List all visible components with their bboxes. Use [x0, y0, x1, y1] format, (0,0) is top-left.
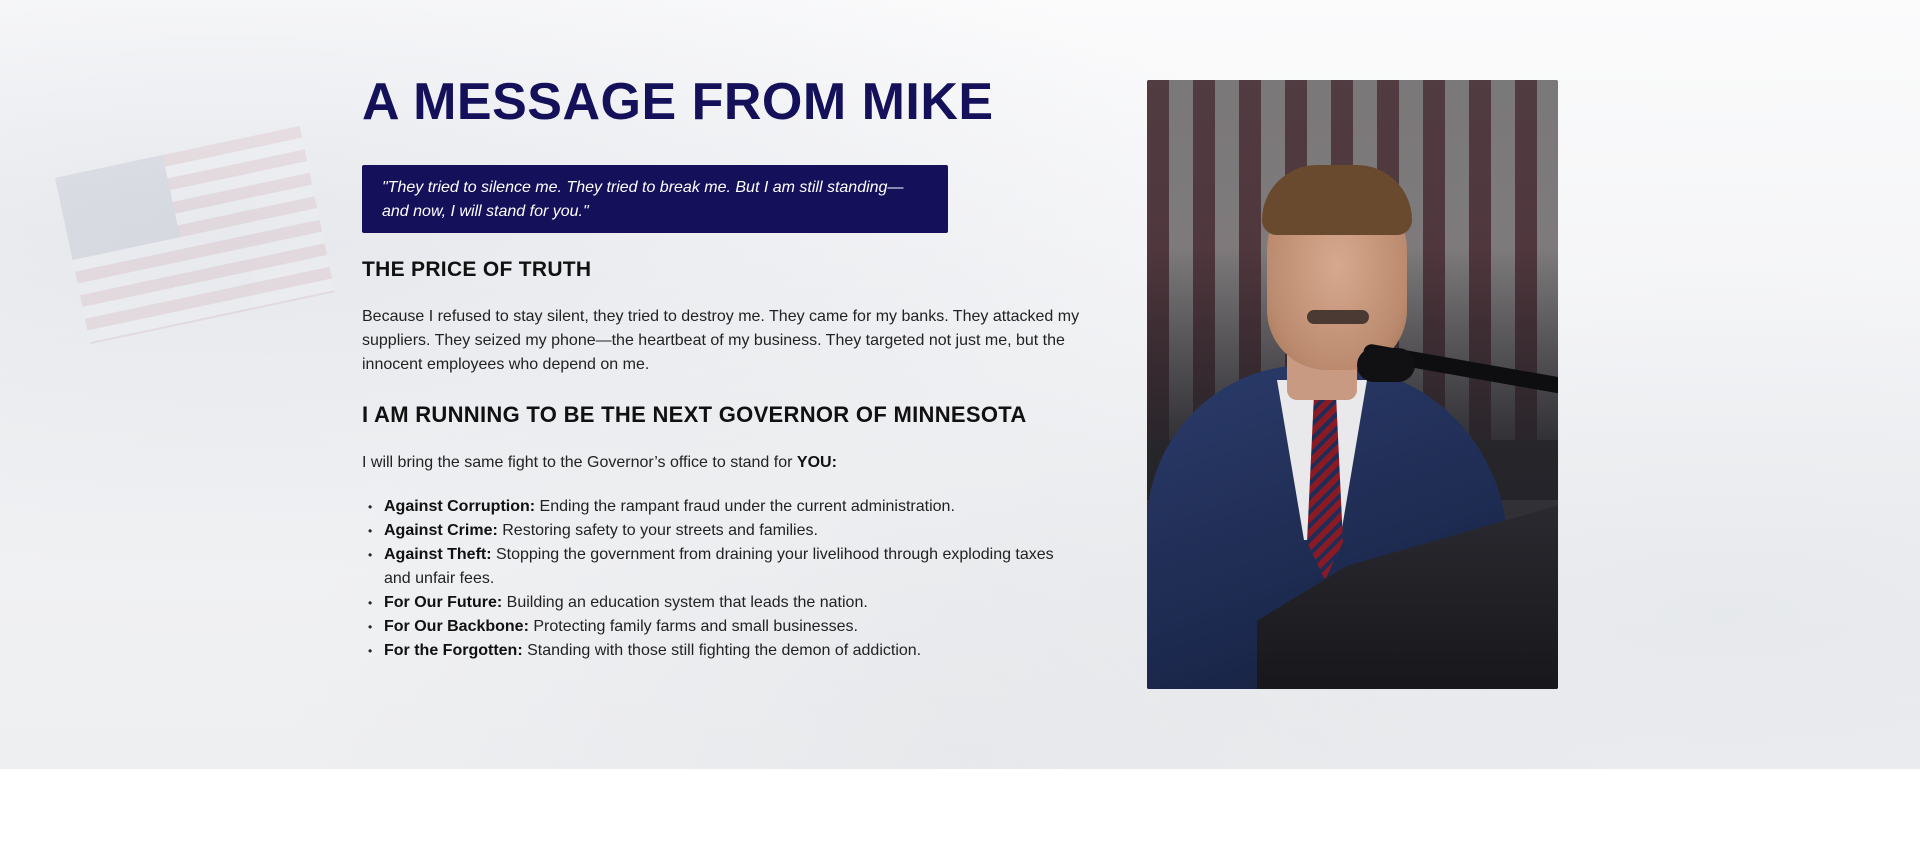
candidate-portrait [1147, 80, 1558, 689]
list-item [362, 543, 1082, 591]
issue-label: Against Theft: [384, 546, 492, 563]
issue-text: Standing with those still fighting the demon of addiction. [522, 642, 922, 659]
list-item [362, 495, 1082, 519]
issue-label: For Our Future: [384, 594, 503, 611]
issue-label: Against Corruption: [384, 498, 536, 515]
message-content [362, 72, 1082, 663]
issue-text: Building an education system that leads the nation. [502, 594, 868, 611]
portrait-hair [1262, 165, 1412, 235]
background-flag-image [55, 126, 335, 344]
list-item [362, 519, 1082, 543]
truth-heading: THE PRICE OF TRUTH [362, 258, 592, 281]
running-heading: I AM RUNNING TO BE THE NEXT GOVERNOR OF MINNESOTA [362, 402, 1027, 427]
issue-text: Restoring safety to your streets and families. [497, 522, 818, 539]
bullet-icon: • [368, 524, 373, 538]
running-intro [362, 451, 1082, 475]
list-item [362, 615, 1082, 639]
list-item [362, 639, 1082, 663]
issue-label: For Our Backbone: [384, 618, 529, 635]
running-intro-text: I will bring the same fight to the Governor’s office to stand for [362, 454, 797, 471]
list-item [362, 591, 1082, 615]
bullet-icon: • [368, 596, 373, 610]
issue-label: For the Forgotten: [384, 642, 523, 659]
issue-text: Ending the rampant fraud under the current administration. [535, 498, 955, 515]
bullet-icon: • [368, 644, 373, 658]
issue-text: Stopping the government from draining your livelihood through exploding taxes and unfair fees. [384, 546, 1054, 587]
truth-paragraph: Because I refused to stay silent, they tried to destroy me. They came for my banks. They attacked my suppliers. They seized my phone—the heartbeat of my business. They targeted not just me, but the innocent employees who depend on me. [362, 308, 1080, 373]
bullet-icon: • [368, 620, 373, 634]
issue-text: Protecting family farms and small businesses. [528, 618, 858, 635]
bullet-icon: • [368, 500, 373, 514]
portrait-mustache [1307, 310, 1369, 324]
quote-box [362, 165, 948, 233]
issues-list [362, 495, 1082, 663]
running-intro-emphasis: YOU: [796, 454, 837, 471]
quote-text: "They tried to silence me. They tried to break me. But I am still standing—and now, I will stand for you." [382, 179, 904, 220]
bullet-icon: • [368, 548, 373, 562]
page-title: A MESSAGE FROM MIKE [362, 73, 994, 131]
issue-label: Against Crime: [384, 522, 498, 539]
microphone-icon [1357, 348, 1415, 382]
